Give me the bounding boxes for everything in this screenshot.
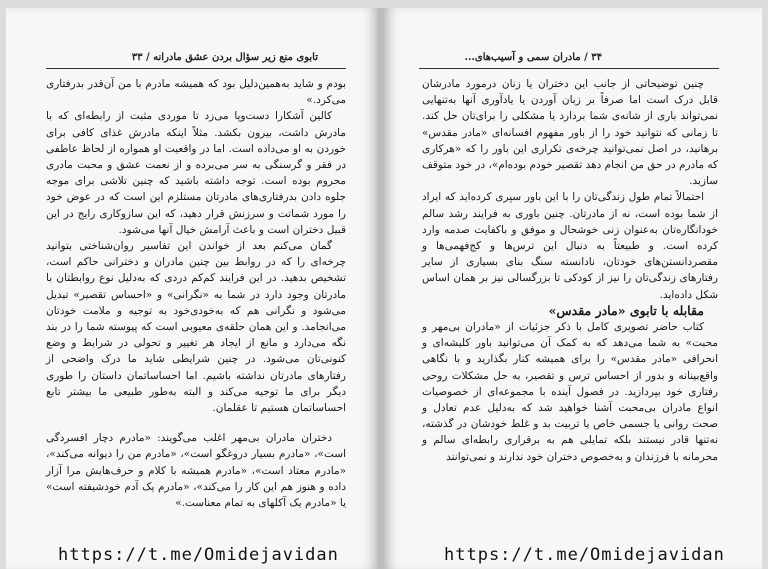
left-header-rule (46, 68, 346, 69)
right-page (384, 8, 762, 569)
left-paragraph-1: بودم و شاید به‌همین‌دلیل بود که همیشه مادرم با من آن‌قدر بدرفتاری می‌کرد.» (46, 78, 346, 107)
left-page (6, 8, 378, 569)
right-paragraph-1: چنین توضیحاتی از جانب این دختران یا زنان درمورد مادرشان قابل درک است اما صرفاً بر زبان آوردن یا یادآوری آنها به‌تنهایی نمی‌تواند باری از شانه‌ی شما بردارد یا مشکلی را برای‌تان حل کند. تا زمانی که نتوانید خود را از باور مفهوم افسانه‌ای «مادر مقدس» برهانید، در اصل نمی‌توانید چرخه‌ی تکراری این باور را که «هرکاری که مادرم در حق من انجام دهد تقصیر خودم بوده‌ام»، در خود متوقف سازید. (422, 78, 718, 188)
right-page-body (422, 76, 718, 465)
left-watermark-link: https://t.me/Omidejavidan (58, 545, 339, 565)
right-section-paragraph-1: کتاب حاضر تصویری کامل با ذکر جزئیات از «مادران بی‌مهر و محبت» به شما می‌دهد که به کمک آن می‌توانید باور کلیشه‌ای و انحرافی «مادر مقدس» را برای همیشه کنار بگذارید و با نگاهی واقع‌بینانه و بدور از احساس ترس و تقصیر، به حل مشکلات روحی رفتاری خود بپردازید. در فصول آینده با مجموعه‌ای از خصوصیات انواع مادران بی‌محبت آشنا خواهید شد که به‌دلیل عدم تعادل و صحت روانی یا جسمی خاص یا تربیت بد و غلط خودشان در گذشته، نه‌تنها قادر نیستند بلکه تمایلی هم به برقراری رابطه‌ای سالم و محرمانه با فرزندان و به‌خصوص دختران خود ندارند و نمی‌توانند (422, 321, 718, 463)
right-page-header: ۳۴ / مادران سمی و آسیب‌های... (464, 52, 602, 63)
left-page-body (46, 76, 346, 511)
left-paragraph-2: کالین آشکارا دست‌وپا می‌زد تا موردی مثبت از رابطه‌ای که با مادرش داشت، بیرون بکشد. مثلاً اینکه مادرش غذای کافی برای خوردن به او می‌داده است. اما در واقعیت او همواره از لحاظ عاطفی در فقر و گرسنگی به سر می‌برده و از نعمت عشق و محبت مادری محروم بوده است. توجه داشته باشید که چنین تلاشی برای موجه جلوه دادن بدرفتاری‌های مادرتان مستلزم این است که در عوض خود را مورد شماتت و سرزنش قرار دهید، که این سازوکاری رایج در این قبیل دختران است و باعث آرامش خیال آنها می‌شود. (46, 110, 346, 236)
left-paragraph-4: دختران مادران بی‌مهر اغلب می‌گویند: «مادرم دچار افسردگی است»، «مادرم بسیار دروغگو است»، «مادرم من را دیوانه می‌کند»، «مادرم معتاد است»، «مادرم همیشه با کلام و حرف‌هایش مرا آزار داده و هنوز هم این کار را می‌کند»، «مادرم یک آدم خودشیفته است» یا «مادرم یک آکلهای به تمام معناست.» (46, 432, 346, 510)
left-page-header: تابوی منع زیر سؤال بردن عشق مادرانه / ۳۳ (131, 52, 318, 63)
right-paragraph-2: احتمالاً تمام طول زندگی‌تان را با این باور سپری کرده‌اید که ایراد از شما بوده است، نه از مادرتان. چنین باوری به فرایند رشد سالم خودانگاره‌تان به‌عنوان زنی خوشحال و موفق و باکفایت صدمه وارد کرده است. و طبیعتاً به دنبال این ترس‌ها و کج‌فهمی‌ها و مقصردانستن‌های خودتان، نادانسته سنگ بنای بسیاری از سایر رفتارهای زندگی‌تان را نیز از کودکی تا بزرگسالی نیز بر همان اساس شکل داده‌اید. (422, 191, 718, 301)
right-header-rule (419, 68, 719, 69)
right-watermark-link: https://t.me/Omidejavidan (444, 545, 725, 565)
left-paragraph-3: گمان می‌کنم بعد از خواندن این تفاسیر روان‌شناختی بتوانید چرخه‌ای را که در روابط بین چنین مادران و دخترانی حاکم است، تشخیص بدهید. در این فرایند کم‌کم دردی که به‌دلیل نوع روابطتان با مادرتان وجود دارد در شما به «نگرانی» و «احساس تقصیر» تبدیل می‌شود و نگرانی هم که به‌خودی‌خود به توجیه و ملامت خودتان می‌انجامد. و این همان حلقه‌ی معیوبی است که پیوسته شما را در بند نگه می‌دارد و مانع از ایجاد هر تغییر و تحولی در شرایط و وضع کنونی‌تان می‌شود. در چنین شرایطی شاید ما درک واضحی از رفتارهای مادرتان نداشته باشیم. اما احساساتمان داستان را طوری دیگر برای ما توجیه می‌کند و البته به‌طور طبیعی ما بیشتر تابع احساساتمان هستیم تا عقلمان. (46, 240, 346, 415)
section-title: مقابله با تابوی «مادر مقدس» (548, 302, 704, 318)
